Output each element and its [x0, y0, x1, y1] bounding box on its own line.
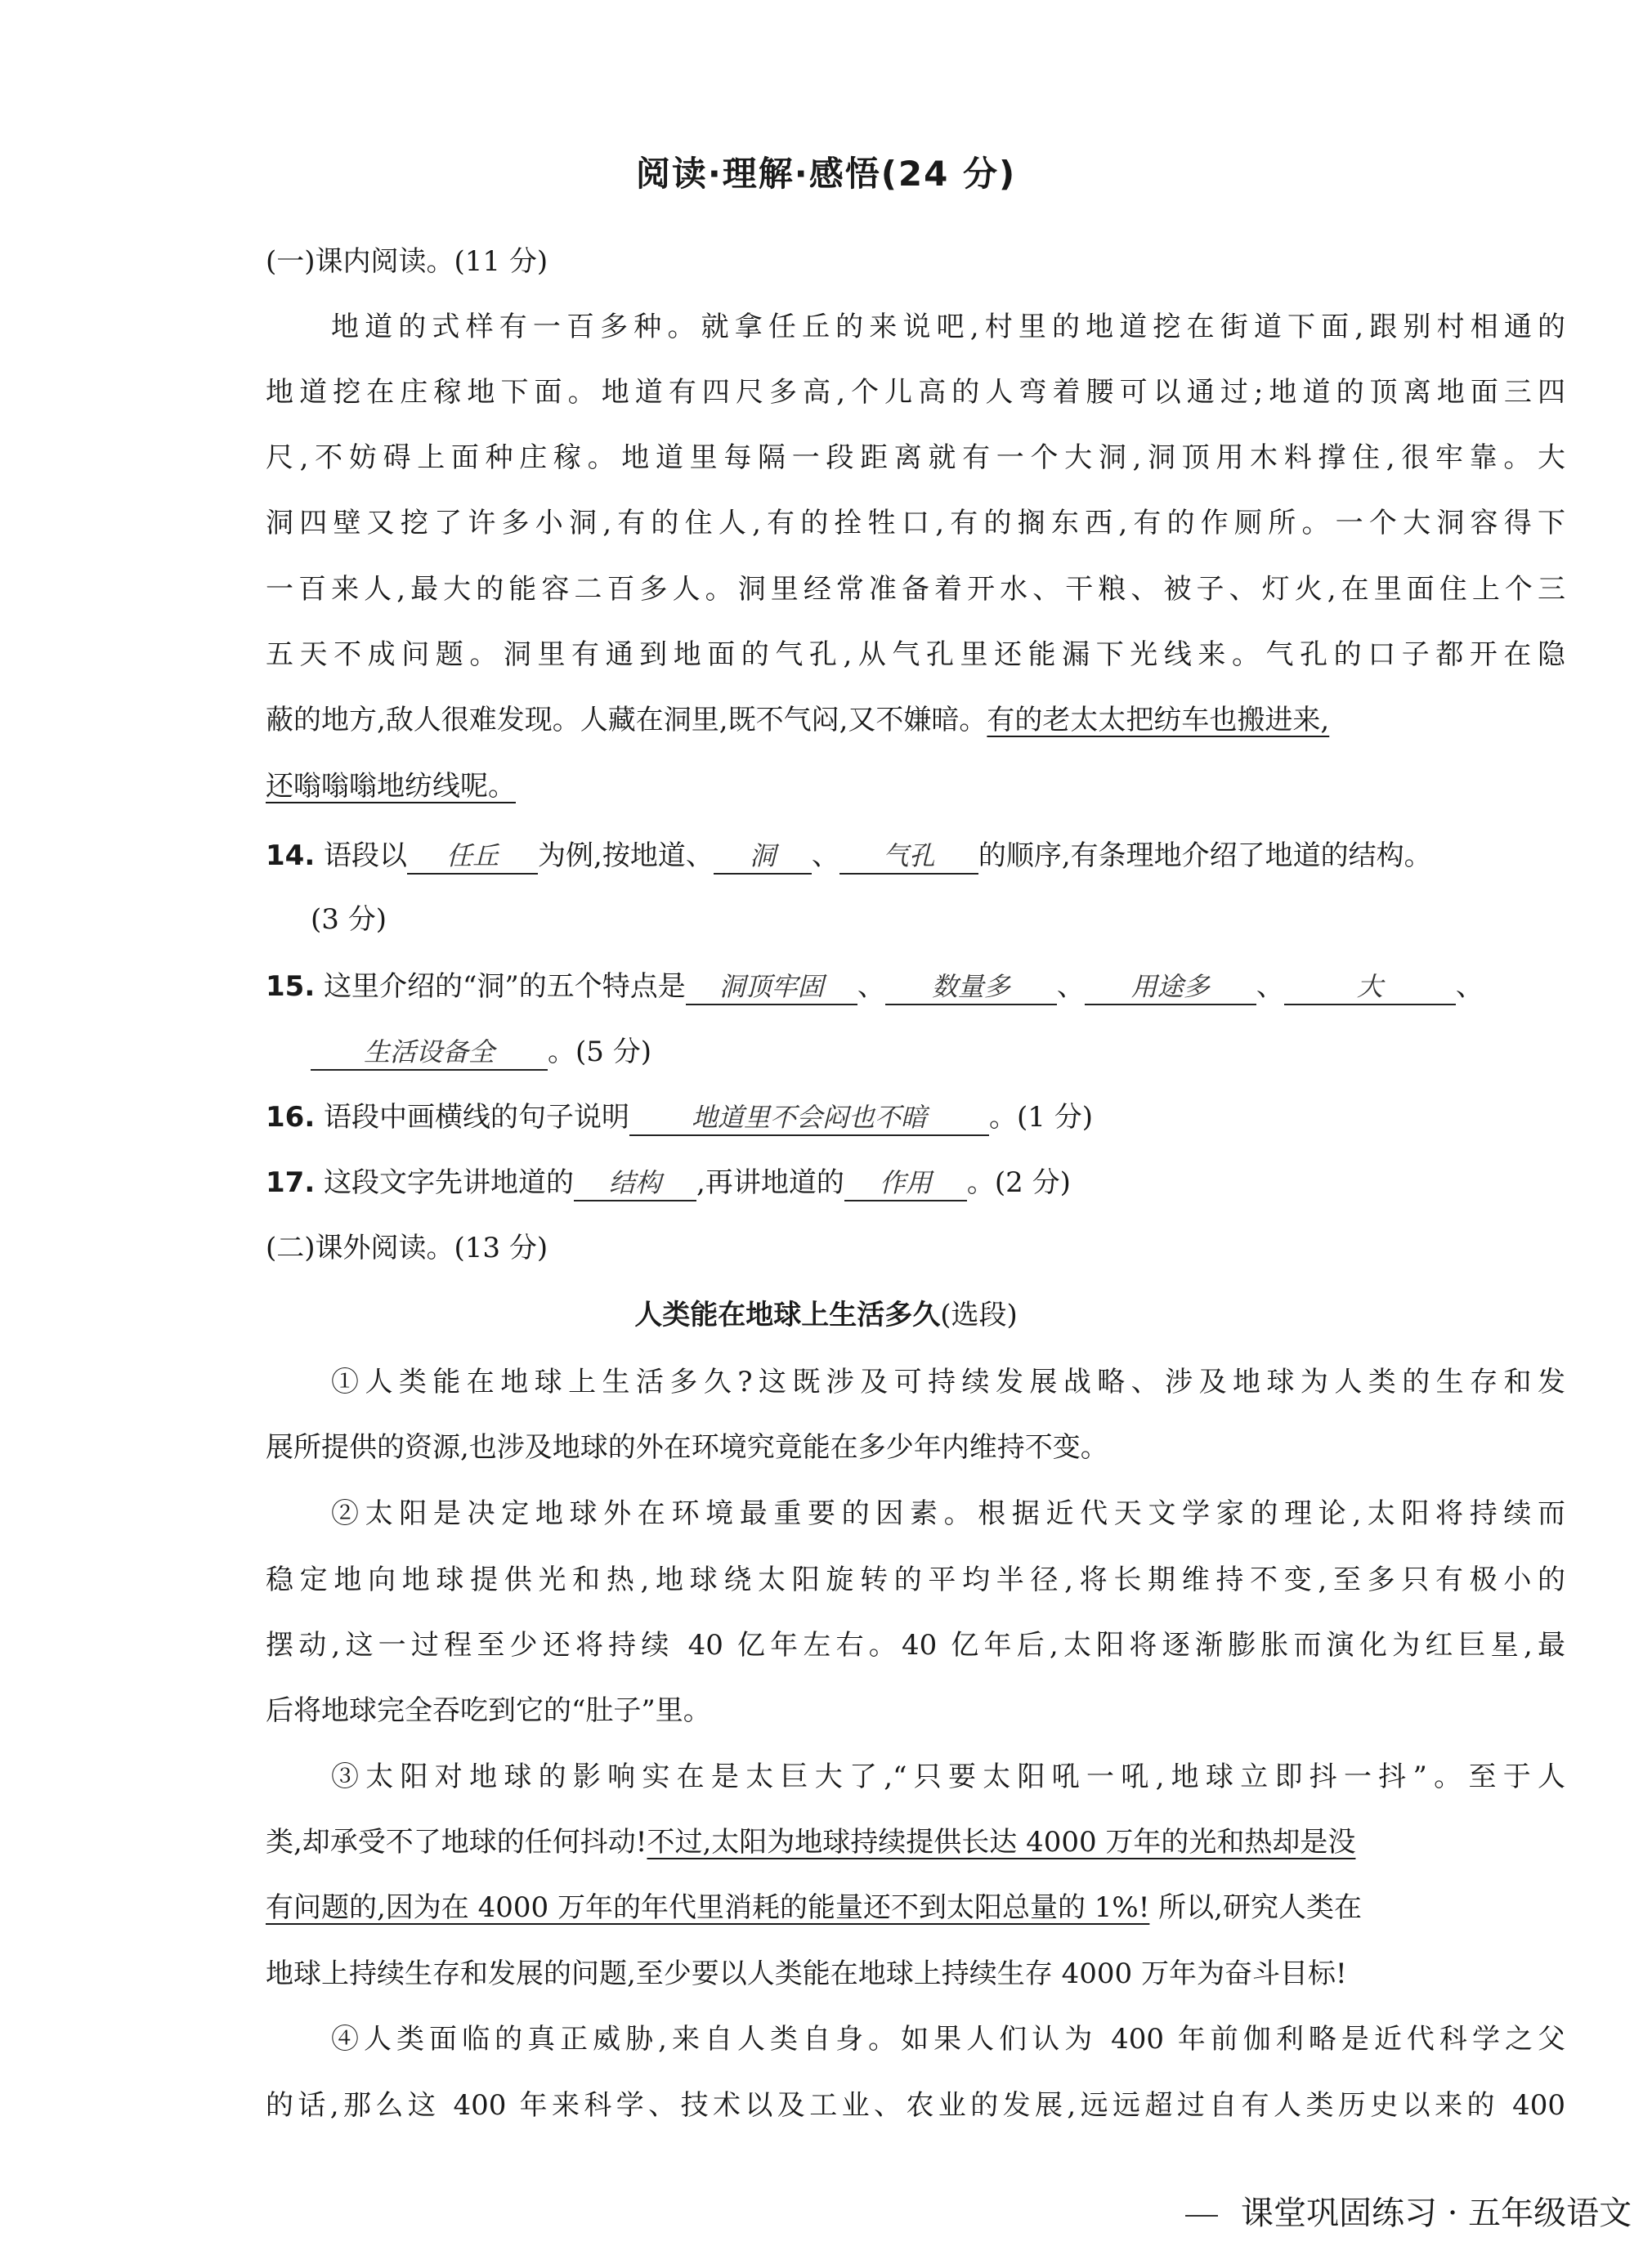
- footer-text: 课堂巩固练习 · 五年级语文: [1241, 2195, 1632, 2232]
- passage-line: 地道的式样有一百多种。就拿任丘的来说吧,村里的地道挖在街道下面,跟别村相通的: [331, 311, 1565, 343]
- article-line: ①人类能在地球上生活多久?这既涉及可持续发展战略、涉及地球为人类的生存和发: [331, 1366, 1565, 1398]
- answer-blank-q15-5[interactable]: 生活设备全: [311, 1033, 548, 1071]
- question-15-cont: [311, 1032, 1610, 1072]
- answer-blank-q17-1[interactable]: 结构: [574, 1164, 696, 1201]
- question-number: 16.: [266, 1101, 316, 1134]
- question-16: [266, 1098, 1565, 1137]
- underlined-sentence-end: 有问题的,因为在 4000 万年的年代里消耗的能量还不到太阳总量的 1%!: [266, 1891, 1150, 1924]
- separator: 、: [1256, 970, 1284, 1003]
- article-title-note: (选段): [940, 1299, 1018, 1331]
- answer-blank-q14-3[interactable]: 气孔: [839, 837, 978, 875]
- question-score: 。(1 分): [989, 1101, 1094, 1134]
- question-number: 17.: [266, 1166, 316, 1199]
- question-14-score: (3 分): [311, 903, 387, 936]
- question-number: 14.: [266, 839, 316, 872]
- answer-blank-q14-2[interactable]: 洞: [714, 837, 812, 875]
- article-text: 类,却承受不了地球的任何抖动!: [266, 1826, 647, 1859]
- article-title: [0, 1295, 1652, 1335]
- article-line: ④人类面临的真正威胁,来自人类自身。如果人们认为 400 年前伽利略是近代科学之父: [331, 2023, 1565, 2056]
- passage-line: 尺,不妨碍上面种庄稼。地道里每隔一段距离就有一个大洞,洞顶用木料撑住,很牢靠。大: [266, 441, 1565, 474]
- question-text: 为例,按地道、: [538, 839, 714, 872]
- article-line: ③太阳对地球的影响实在是太巨大了,“只要太阳吼一吼,地球立即抖一抖”。至于人: [331, 1761, 1565, 1793]
- article-line: 展所提供的资源,也涉及地球的外在环境究竟能在多少年内维持不变。: [266, 1431, 1108, 1464]
- article-line: 稳定地向地球提供光和热,地球绕太阳旋转的平均半径,将长期维持不变,至多只有极小的: [266, 1564, 1565, 1596]
- article-line: 的话,那么这 400 年来科学、技术以及工业、农业的发展,远远超过自有人类历史以来的 400: [266, 2089, 1565, 2122]
- part1-heading: (一)课内阅读。(11 分): [266, 245, 548, 278]
- article-line: 地球上持续生存和发展的问题,至少要以人类能在地球上持续生存 4000 万年为奋斗目标!: [266, 1958, 1347, 1990]
- part2-heading: (二)课外阅读。(13 分): [266, 1232, 548, 1264]
- separator: 、: [857, 970, 885, 1003]
- article-line: ②太阳是决定地球外在环境最重要的因素。根据近代天文学家的理论,太阳将持续而: [331, 1497, 1565, 1530]
- question-17: [266, 1163, 1565, 1202]
- passage-line: 一百来人,最大的能容二百多人。洞里经常准备着开水、干粮、被子、灯火,在里面住上个三: [266, 573, 1565, 606]
- question-text: 这段文字先讲地道的: [324, 1166, 575, 1199]
- article-line: [266, 1823, 1565, 1862]
- article-line: [266, 1888, 1565, 1927]
- article-line: 摆动,这一过程至少还将持续 40 亿年左右。40 亿年后,太阳将逐渐膨胀而演化为红巨星,最: [266, 1629, 1565, 1662]
- article-text: 所以,研究人类在: [1149, 1891, 1362, 1924]
- question-score: 。(2 分): [966, 1166, 1071, 1199]
- answer-blank-q17-2[interactable]: 作用: [844, 1164, 967, 1201]
- footer-dash: [1185, 2215, 1218, 2217]
- answer-blank-q15-2[interactable]: 数量多: [885, 968, 1057, 1005]
- question-text: 的顺序,有条理地介绍了地道的结构。: [978, 839, 1432, 872]
- passage-line: 五天不成问题。洞里有通到地面的气孔,从气孔里还能漏下光线来。气孔的口子都开在隐: [266, 638, 1565, 671]
- question-score: 。(5 分): [548, 1036, 651, 1068]
- question-text: ,再讲地道的: [696, 1166, 844, 1199]
- passage-line: 洞四壁又挖了许多小洞,有的住人,有的拴牲口,有的搁东西,有的作厕所。一个大洞容得下: [266, 507, 1565, 539]
- answer-blank-q14-1[interactable]: 任丘: [407, 837, 538, 875]
- passage-text: 蔽的地方,敌人很难发现。人藏在洞里,既不气闷,又不嫌暗。: [266, 704, 987, 736]
- answer-blank-q15-1[interactable]: 洞顶牢固: [686, 968, 857, 1005]
- page-footer: [1185, 2190, 1652, 2236]
- answer-blank-q16[interactable]: 地道里不会闷也不暗: [629, 1098, 989, 1136]
- question-text: 、: [811, 839, 839, 872]
- question-text: 语段中画横线的句子说明: [324, 1101, 630, 1134]
- article-line: 后将地球完全吞吃到它的“肚子”里。: [266, 1694, 711, 1727]
- article-title-text: 人类能在地球上生活多久: [634, 1299, 941, 1331]
- underlined-sentence: 有的老太太把纺车也搬进来,: [987, 704, 1330, 736]
- answer-blank-q15-4[interactable]: 大: [1284, 968, 1456, 1005]
- underlined-sentence-end: 还嗡嗡嗡地纺线呢。: [266, 770, 516, 803]
- separator: 、: [1056, 970, 1085, 1003]
- separator: 、: [1455, 970, 1484, 1003]
- question-15: [266, 967, 1565, 1006]
- question-text: 语段以: [324, 839, 408, 872]
- passage-line: [266, 700, 1565, 740]
- question-14: [266, 836, 1565, 875]
- passage-line: [266, 767, 1565, 806]
- question-number: 15.: [266, 970, 316, 1003]
- section-title: 阅读·理解·感悟(24 分): [635, 154, 1017, 194]
- question-text: 这里介绍的“洞”的五个特点是: [324, 970, 686, 1003]
- passage-line: 地道挖在庄稼地下面。地道有四尺多高,个儿高的人弯着腰可以通过;地道的顶离地面三四: [266, 376, 1565, 409]
- answer-blank-q15-3[interactable]: 用途多: [1085, 968, 1256, 1005]
- underlined-sentence: 不过,太阳为地球持续提供长达 4000 万年的光和热却是没: [647, 1826, 1356, 1859]
